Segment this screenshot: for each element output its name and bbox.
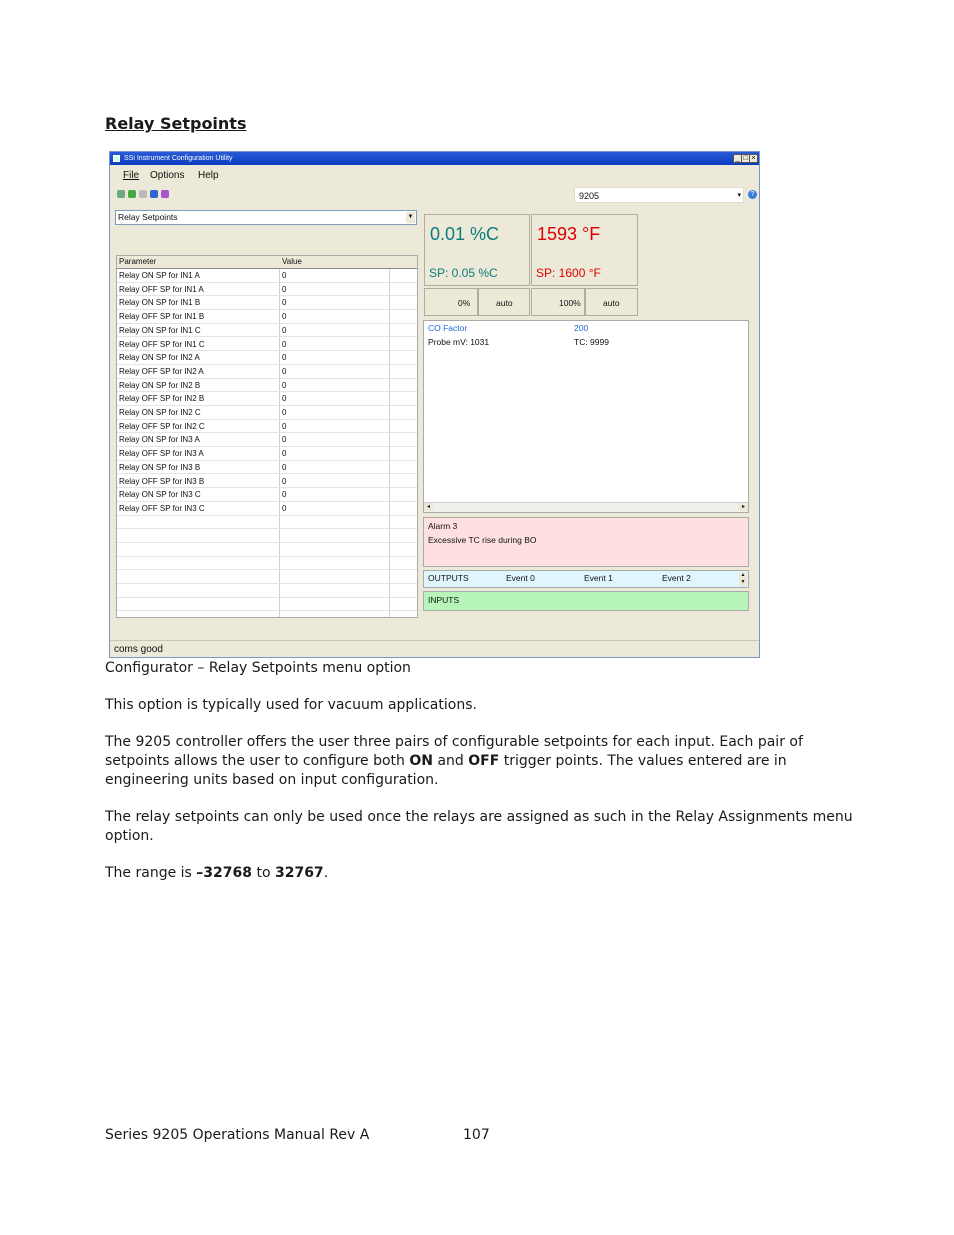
section-heading: Relay Setpoints [105,114,247,133]
parameter-value[interactable]: 0 [282,503,287,513]
status-bar [110,640,759,658]
parameter-value[interactable]: 0 [282,271,287,280]
menu-help[interactable]: Help [198,170,219,181]
text-span: and [433,753,469,769]
parameter-value[interactable]: 0 [282,408,287,417]
parameter-value[interactable]: 0 [282,449,287,459]
co-factor-value[interactable]: 200 [574,323,589,333]
column-header-parameter[interactable]: Parameter [119,257,157,266]
loop2-mode-box [585,288,638,316]
scroll-left-icon[interactable]: ◂ [424,503,433,511]
parameter-value[interactable]: 0 [282,462,287,472]
paragraph-3 [105,808,865,846]
parameter-value[interactable]: 0 [282,339,287,349]
parameter-value[interactable]: 0 [282,284,287,294]
horizontal-scrollbar[interactable] [424,502,748,512]
parameter-name: Relay ON SP for IN3 B [119,462,201,472]
event-1[interactable]: Event 1 [584,573,613,583]
empty-row [117,612,417,619]
help-icon[interactable]: ? [748,190,757,199]
event-0[interactable]: Event 0 [506,573,535,583]
table-row[interactable] [117,296,417,310]
paragraph-2-line-1: The 9205 controller offers the user three pairs of configurable setpoints for each input. Each pair of [105,734,803,750]
parameter-name: Relay ON SP for IN1 B [119,298,201,308]
chevron-down-icon[interactable]: ▾ [737,192,741,199]
table-row[interactable] [117,488,417,502]
device-value: 9205 [579,191,600,201]
title-bar [110,152,759,165]
loop2-setpoint[interactable]: SP: 1600 °F [536,266,601,280]
alarm-message: Excessive TC rise during BO [428,535,537,545]
parameter-name: Relay ON SP for IN2 C [119,408,201,417]
empty-row [117,557,417,571]
event-2[interactable]: Event 2 [662,573,691,583]
parameter-name: Relay ON SP for IN3 C [119,490,201,500]
paragraph-2-line-3: engineering units based on input configuration. [105,772,439,788]
table-row[interactable] [117,269,417,283]
footer-page-number: 107 [463,1127,490,1143]
grid-header [117,256,417,269]
table-row[interactable] [117,283,417,297]
range-max: 32767 [274,865,324,881]
parameter-value[interactable]: 0 [282,366,287,376]
table-row[interactable] [117,338,417,352]
parameter-name: Relay OFF SP for IN1 C [119,339,205,349]
maximize-button[interactable]: □ [741,154,750,163]
parameter-name: Relay OFF SP for IN3 C [119,503,205,513]
loop1-pv: 0.01 %C [430,224,500,244]
paragraph-1: This option is typically used for vacuum applications. [105,697,477,713]
tc-value: TC: 9999 [574,337,609,347]
probe-mv: Probe mV: 1031 [428,337,490,347]
alarm-panel [423,517,749,567]
table-row[interactable] [117,365,417,379]
table-row[interactable] [117,461,417,475]
loop2-output: 100% [559,298,581,308]
table-row[interactable] [117,447,417,461]
loop1-mode-box [478,288,530,316]
close-button[interactable]: × [749,154,758,163]
info-panel [423,320,749,513]
loop1-output-box [424,288,478,316]
parameter-name: Relay ON SP for IN3 A [119,435,200,445]
range-statement [105,864,328,883]
paragraph-3-line-2: option. [105,828,154,844]
parameter-value[interactable]: 0 [282,435,287,445]
parameter-name: Relay OFF SP for IN3 A [119,449,204,459]
text-span: . [323,865,329,881]
parameter-name: Relay ON SP for IN1 A [119,271,200,280]
parameter-name: Relay OFF SP for IN3 B [119,476,205,486]
table-row[interactable] [117,392,417,406]
minimize-button[interactable]: _ [733,154,742,163]
device-selector[interactable] [574,187,744,203]
parameter-name: Relay OFF SP for IN1 A [119,284,204,294]
empty-row [117,570,417,584]
outputs-bar [423,570,749,588]
menu-option-select[interactable] [115,210,417,225]
table-row[interactable] [117,420,417,434]
parameter-name: Relay ON SP for IN1 C [119,325,201,335]
outputs-label: OUTPUTS [428,573,469,583]
menu-option-value: Relay Setpoints [118,212,178,222]
parameter-name: Relay OFF SP for IN2 A [119,366,204,376]
table-row[interactable] [117,379,417,393]
app-icon [113,155,120,162]
empty-row [117,598,417,612]
table-row[interactable] [117,475,417,489]
table-row[interactable] [117,406,417,420]
loop2-mode[interactable]: auto [603,298,620,308]
table-row[interactable] [117,324,417,338]
inputs-bar [423,591,749,611]
spinner-icon[interactable]: ▲ ▼ [740,572,746,585]
parameter-value[interactable]: 0 [282,394,287,404]
paragraph-3-line-1: The relay setpoints can only be used once the relays are assigned as such in the Relay Assignments menu [105,809,853,825]
menu-options[interactable]: Options [150,170,185,181]
paragraph-2 [105,733,865,790]
loop2-panel [531,214,638,286]
trash-icon[interactable] [139,190,147,198]
empty-row [117,529,417,543]
text-span: The range is [105,865,197,881]
scroll-right-icon[interactable]: ▸ [739,503,748,511]
text-span: to [252,865,275,881]
connect-icon[interactable] [117,190,125,198]
parameter-name: Relay ON SP for IN2 B [119,380,201,390]
text-span: trigger points. The values entered are in [499,753,787,769]
inputs-label: INPUTS [428,595,460,605]
parameter-value[interactable]: 0 [282,421,287,431]
chevron-down-icon[interactable]: ▼ [406,212,415,223]
column-header-value[interactable]: Value [282,257,302,266]
table-row[interactable] [117,351,417,365]
loop1-mode[interactable]: auto [496,298,513,308]
parameter-name: Relay OFF SP for IN2 B [119,394,205,404]
loop1-setpoint[interactable]: SP: 0.05 %C [429,266,498,280]
chart-icon[interactable] [161,190,169,198]
parameter-value[interactable]: 0 [282,312,287,322]
loop2-pv: 1593 °F [537,224,601,244]
table-row[interactable] [117,433,417,447]
co-factor-label: CO Factor [428,323,468,333]
alarm-title: Alarm 3 [428,521,458,531]
parameter-value[interactable]: 0 [282,476,287,486]
parameter-grid [116,255,418,618]
text-span: setpoints allows the user to configure both [105,753,410,769]
empty-row [117,543,417,557]
empty-row [117,516,417,530]
window-title: SSi Instrument Configuration Utility [124,155,233,162]
table-row[interactable] [117,502,417,516]
parameter-name: Relay OFF SP for IN2 C [119,421,205,431]
upload-icon[interactable] [128,190,136,198]
parameter-value[interactable]: 0 [282,490,287,500]
parameter-value[interactable]: 0 [282,298,287,308]
on-keyword: ON [409,753,433,769]
status-text: coms good [114,644,163,655]
parameter-value[interactable]: 0 [282,325,287,335]
settings-icon[interactable] [150,190,158,198]
paragraph-2-line-2 [105,752,865,771]
empty-row [117,584,417,598]
loop1-panel [424,214,530,286]
loop2-output-box [531,288,585,316]
figure-caption: Configurator – Relay Setpoints menu option [105,660,411,676]
off-keyword: OFF [468,753,500,769]
table-row[interactable] [117,310,417,324]
loop1-output: 0% [458,298,471,308]
parameter-value[interactable]: 0 [282,380,287,390]
footer-manual: Series 9205 Operations Manual Rev A [105,1127,370,1143]
app-window [109,151,760,658]
parameter-name: Relay OFF SP for IN1 B [119,312,205,322]
parameter-value[interactable]: 0 [282,353,287,363]
menu-file[interactable]: File [123,170,140,181]
range-min: –32768 [196,865,252,881]
menu-bar [110,167,759,185]
parameter-name: Relay ON SP for IN2 A [119,353,200,363]
